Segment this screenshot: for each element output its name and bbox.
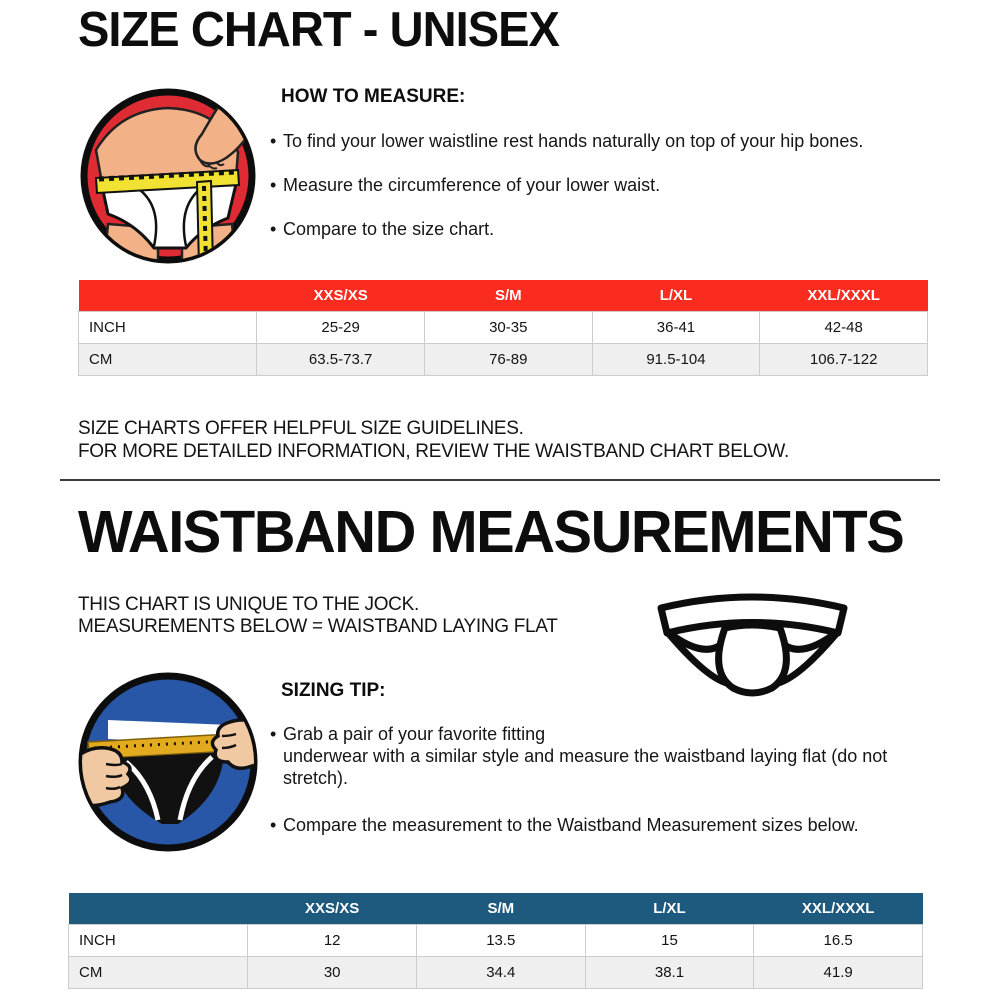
cell-inch-xxlxxxl: 16.5 <box>754 924 923 956</box>
note-line-1: SIZE CHARTS OFFER HELPFUL SIZE GUIDELINES. <box>78 418 524 439</box>
row-label-inch: INCH <box>69 924 248 956</box>
table-row <box>79 311 928 343</box>
bullet-icon: • <box>270 131 277 151</box>
cell-inch-xxlxxxl: 42-48 <box>760 311 928 343</box>
how-to-measure-heading: HOW TO MEASURE: <box>281 86 466 107</box>
intro-line-1: THIS CHART IS UNIQUE TO THE JOCK. <box>78 594 419 615</box>
cell-cm-sm: 76-89 <box>424 343 592 375</box>
note-line-2: FOR MORE DETAILED INFORMATION, REVIEW THE WAISTBAND CHART BELOW. <box>78 441 789 462</box>
table-row <box>69 956 923 988</box>
cell-cm-xxsxs: 30 <box>248 956 417 988</box>
page-title: SIZE CHART - UNISEX <box>78 3 559 57</box>
size-table-header-xxlxxxl: XXL/XXXL <box>807 286 880 304</box>
cell-inch-sm: 30-35 <box>424 311 592 343</box>
intro-line-2: MEASUREMENTS BELOW = WAISTBAND LAYING FLAT <box>78 616 558 637</box>
cell-cm-lxl: 91.5-104 <box>592 343 760 375</box>
bullet-icon: • <box>270 815 277 835</box>
row-label-cm: CM <box>69 956 248 988</box>
waistband-intro <box>78 594 558 638</box>
how-to-measure-bullet-2: • Measure the circumference of your lower waist. <box>270 175 661 195</box>
waistband-section-title: WAISTBAND MEASUREMENTS <box>78 499 904 565</box>
cell-inch-sm: 13.5 <box>416 924 585 956</box>
waistband-table <box>68 893 923 989</box>
size-chart-table <box>78 280 928 376</box>
tip-line-1: Grab a pair of your favorite fitting <box>283 724 546 744</box>
measure-waist-illustration <box>78 86 258 266</box>
row-label-inch: INCH <box>79 311 257 343</box>
waistband-header-lxl: L/XL <box>653 899 686 917</box>
waistband-measure-illustration <box>76 670 260 854</box>
sizing-tip-bullet-1 <box>270 723 928 789</box>
row-label-cm: CM <box>79 343 257 375</box>
jockstrap-icon <box>645 578 860 708</box>
waistband-header-sm: S/M <box>487 899 515 917</box>
cell-inch-lxl: 15 <box>585 924 754 956</box>
cell-cm-lxl: 38.1 <box>585 956 754 988</box>
section-divider <box>60 479 940 481</box>
size-table-header-sm: S/M <box>494 286 522 304</box>
cell-cm-xxsxs: 63.5-73.7 <box>257 343 425 375</box>
size-table-header-blank <box>79 280 257 311</box>
cell-inch-xxsxs: 12 <box>248 924 417 956</box>
bullet-icon: • <box>270 175 277 195</box>
bullet-icon: • <box>270 724 277 744</box>
tip-line-2: underwear with a similar style and measure the waistband laying flat (do not stretch). <box>283 746 888 788</box>
waistband-header-xxlxxxl: XXL/XXXL <box>801 899 875 917</box>
sizing-tip-heading: SIZING TIP: <box>281 680 386 701</box>
cell-inch-lxl: 36-41 <box>592 311 760 343</box>
cell-cm-xxlxxxl: 106.7-122 <box>760 343 928 375</box>
how-to-measure-bullet-3: • Compare to the size chart. <box>270 219 495 239</box>
table-row <box>79 343 928 375</box>
waistband-header-blank <box>69 893 248 924</box>
waistband-header-xxsxs: XXS/XS <box>305 899 360 917</box>
size-table-header-lxl: L/XL <box>659 286 693 304</box>
size-table-header-xxsxs: XXS/XS <box>313 286 368 304</box>
sizing-tip-bullet-2: • Compare the measurement to the Waistband Measurement sizes below. <box>270 815 859 835</box>
bullet-icon: • <box>270 219 277 239</box>
table-row <box>69 924 923 956</box>
size-chart-note <box>78 417 789 463</box>
cell-cm-xxlxxxl: 41.9 <box>754 956 923 988</box>
cell-inch-xxsxs: 25-29 <box>257 311 425 343</box>
waistband-table-header-row <box>69 893 923 924</box>
size-table-header-row <box>79 280 928 311</box>
cell-cm-sm: 34.4 <box>416 956 585 988</box>
how-to-measure-bullet-1: • To find your lower waistline rest hands naturally on top of your hip bones. <box>270 131 864 151</box>
